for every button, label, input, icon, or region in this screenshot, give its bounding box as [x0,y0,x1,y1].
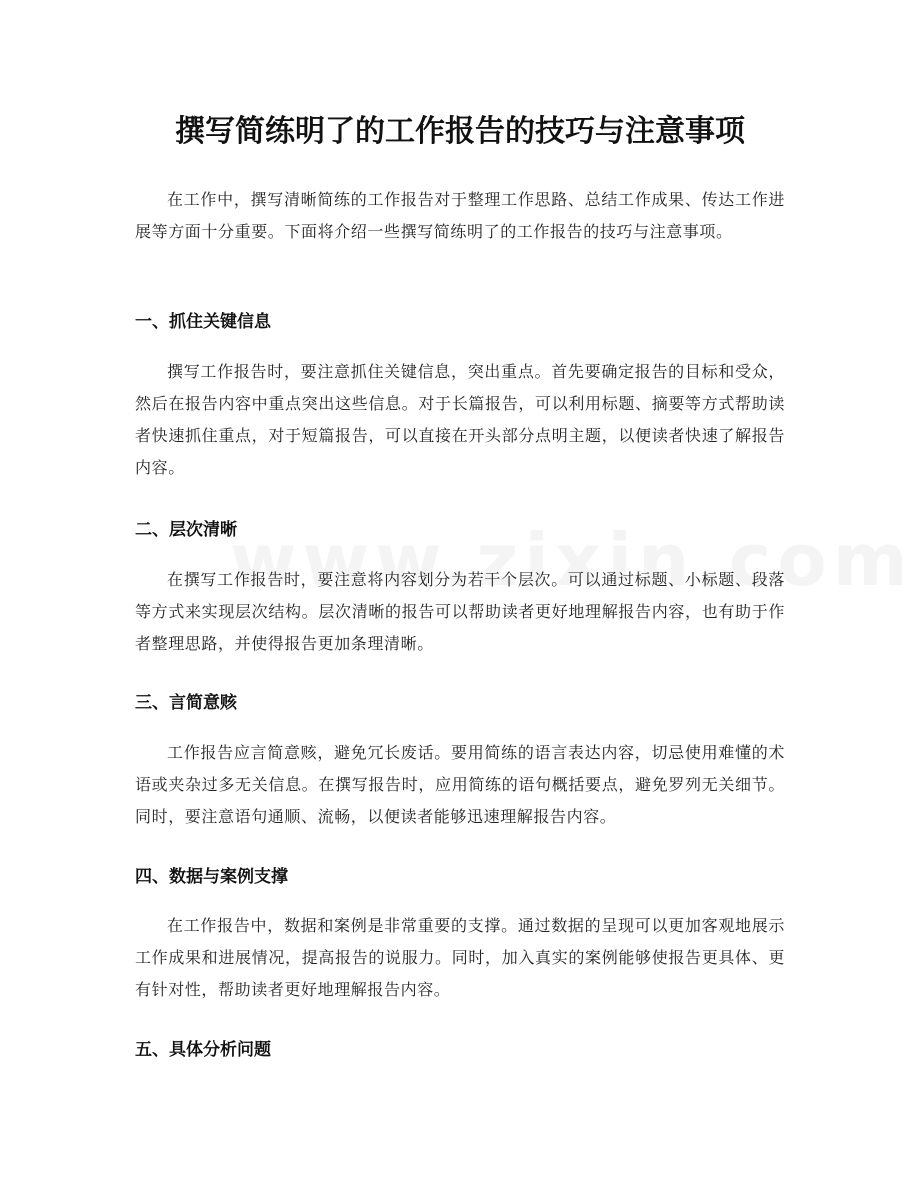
section-body-2: 在撰写工作报告时，要注意将内容划分为若干个层次。可以通过标题、小标题、段落等方式来实现层次结构。层次清晰的报告可以帮助读者更好地理解报告内容，也有助于作者整理思路，并使得报告更加条理清晰。 [135,570,785,653]
section-heading-1: 一、抓住关键信息 [135,312,271,332]
intro-paragraph: 在工作中，撰写清晰简练的工作报告对于整理工作思路、总结工作成果、传达工作进展等方面十分重要。下面将介绍一些撰写简练明了的工作报告的技巧与注意事项。 [135,190,785,241]
section-heading-2: 二、层次清晰 [135,520,237,540]
section-body-4: 在工作报告中，数据和案例是非常重要的支撑。通过数据的呈现可以更加客观地展示工作成果和进展情况，提高报告的说服力。同时，加入真实的案例能够使报告更具体、更有针对性，帮助读者更好地理解报告内容。 [135,916,785,999]
section-heading-3: 三、言简意赅 [135,693,237,713]
section-heading-5: 五、具体分析问题 [135,1040,271,1060]
section-body-1: 撰写工作报告时，要注意抓住关键信息，突出重点。首先要确定报告的目标和受众，然后在报告内容中重点突出这些信息。对于长篇报告，可以利用标题、摘要等方式帮助读者快速抓住重点，对于短篇报告，可以直接在开头部分点明主题，以便读者快速了解报告内容。 [135,362,785,477]
section-heading-4: 四、数据与案例支撑 [135,867,288,887]
document-title: 撰写简练明了的工作报告的技巧与注意事项 [175,114,745,149]
section-body-3: 工作报告应言简意赅，避免冗长废话。要用简练的语言表达内容，切忌使用难懂的术语或夹杂过多无关信息。在撰写报告时，应用简练的语句概括要点，避免罗列无关细节。同时，要注意语句通顺、流畅，以便读者能够迅速理解报告内容。 [135,743,785,826]
